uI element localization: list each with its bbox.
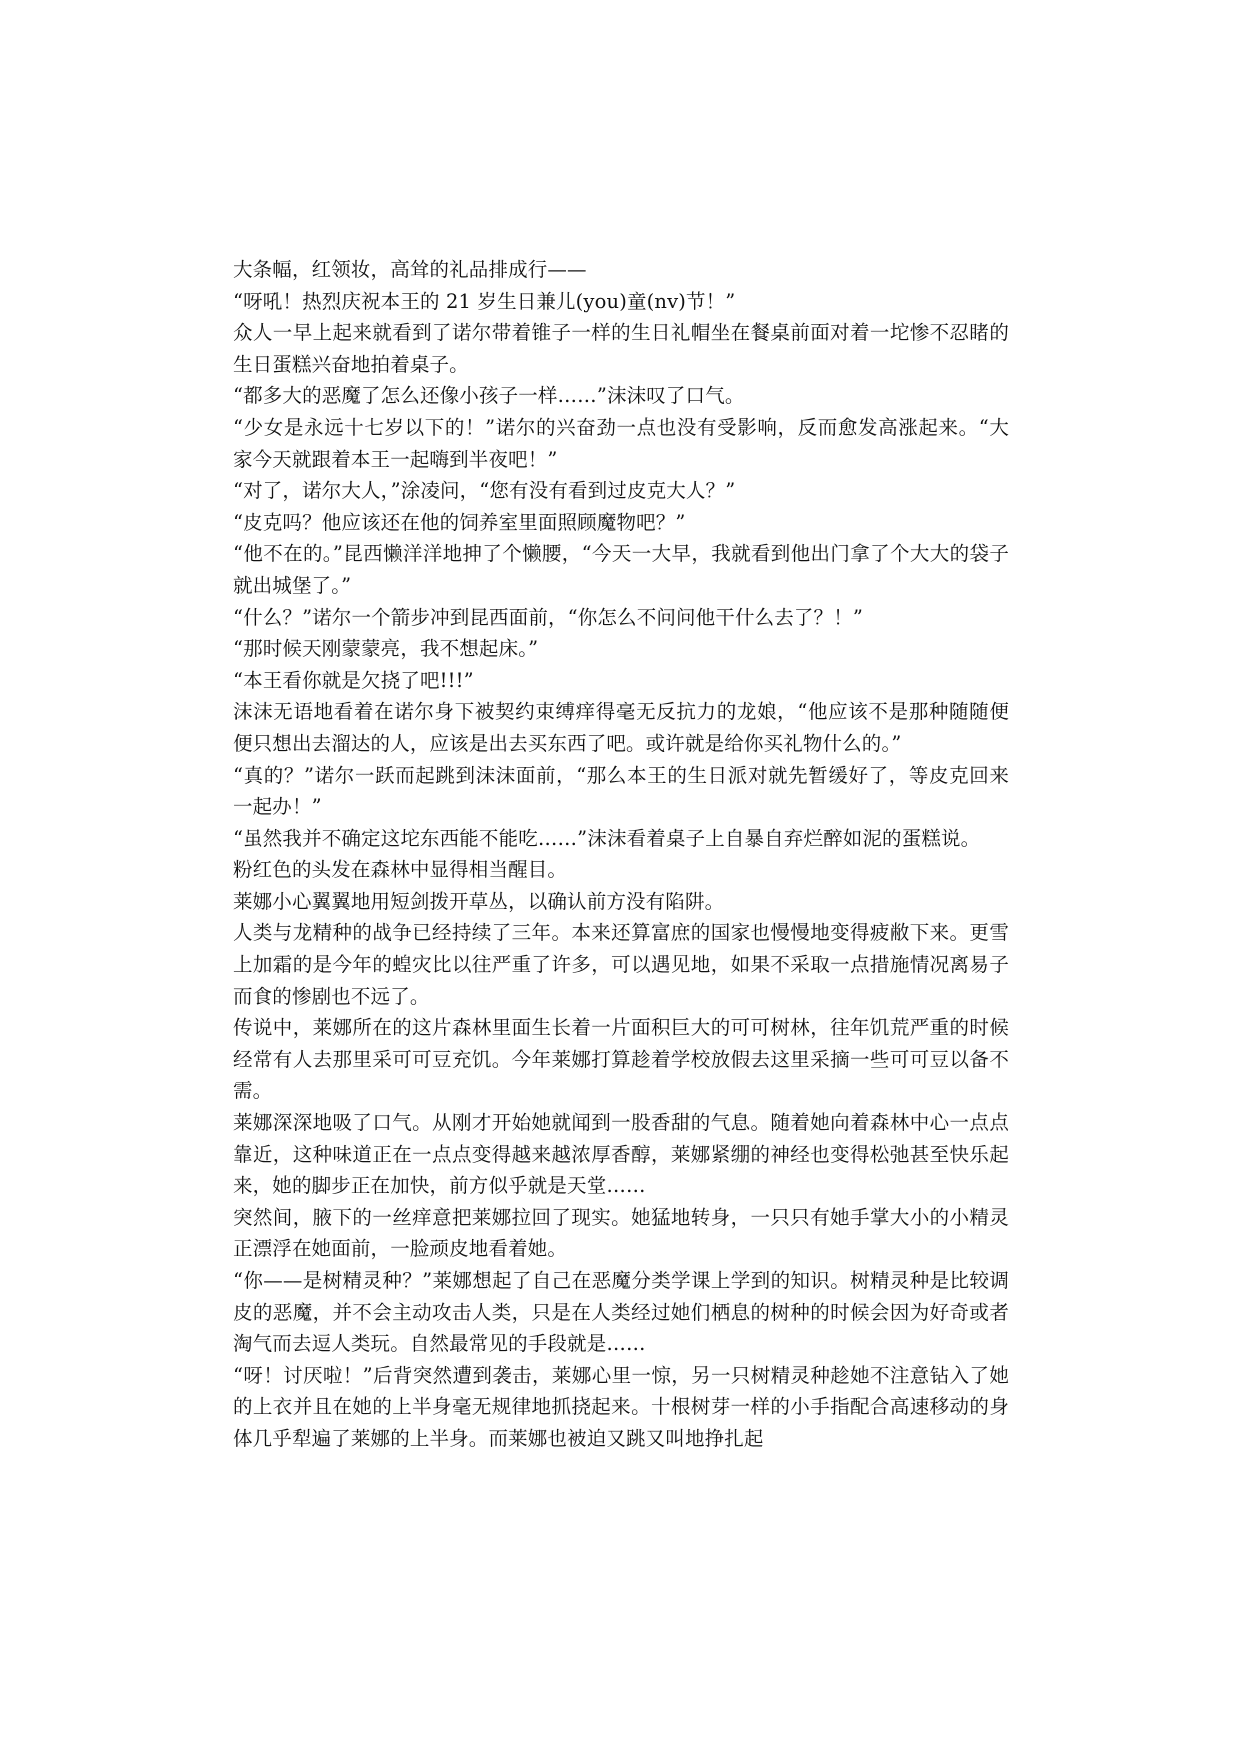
paragraph: “呀！讨厌啦！”后背突然遭到袭击，莱娜心里一惊，另一只树精灵种趁她不注意钻入了她的上衣并且在她的上半身毫无规律地抓挠起来。十根树芽一样的小手指配合高速移动的身体几乎犁遍了莱娜的上半身。而莱娜也被迫又跳又叫地挣扎起 (233, 1363, 1009, 1450)
paragraph: “真的？”诺尔一跃而起跳到沫沫面前，“那么本王的生日派对就先暂缓好了，等皮克回来一起办！” (233, 763, 1009, 819)
paragraph: 众人一早上起来就看到了诺尔带着锥子一样的生日礼帽坐在餐桌前面对着一坨惨不忍睹的生日蛋糕兴奋地拍着桌子。 (233, 321, 1009, 376)
paragraph: “虽然我并不确定这坨东西能不能吃……”沫沫看着桌子上自暴自弃烂醉如泥的蛋糕说。 (233, 826, 981, 850)
paragraph: 粉红色的头发在森林中显得相当醒目。 (233, 858, 568, 882)
paragraph: “你——是树精灵种？”莱娜想起了自己在恶魔分类学课上学到的知识。树精灵种是比较调皮的恶魔，并不会主动攻击人类，只是在人类经过她们栖息的树种的时候会因为好奇或者淘气而去逗人类玩。自然最常见的手段就是…… (233, 1269, 1009, 1356)
paragraph: 传说中，莱娜所在的这片森林里面生长着一片面积巨大的可可树林，往年饥荒严重的时候经常有人去那里采可可豆充饥。今年莱娜打算趁着学校放假去这里采摘一些可可豆以备不需。 (233, 1016, 1009, 1103)
paragraph: “都多大的恶魔了怎么还像小孩子一样……”沫沫叹了口气。 (233, 384, 745, 408)
document-body (233, 254, 1009, 1455)
paragraph: 莱娜深深地吸了口气。从刚才开始她就闻到一股香甜的气息。随着她向着森林中心一点点靠近，这种味道正在一点点变得越来越浓厚香醇，莱娜紧绷的神经也变得松弛甚至快乐起来，她的脚步正在加快，前方似乎就是天堂…… (233, 1111, 1009, 1198)
paragraph: “本王看你就是欠挠了吧!!!” (233, 668, 474, 692)
paragraph: “皮克吗？他应该还在他的饲养室里面照顾魔物吧？” (233, 510, 686, 534)
paragraph: 莱娜小心翼翼地用短剑拨开草丛，以确认前方没有陷阱。 (233, 889, 725, 913)
paragraph: 大条幅，红领妆，高耸的礼品排成行—— (233, 258, 587, 281)
paragraph: “什么？”诺尔一个箭步冲到昆西面前，“你怎么不问问他干什么去了？！” (233, 605, 863, 629)
paragraph: 沫沫无语地看着在诺尔身下被契约束缚痒得毫无反抗力的龙娘，“他应该不是那种随随便便只想出去溜达的人，应该是出去买东西了吧。或许就是给你买礼物什么的。” (233, 700, 1009, 755)
paragraph: 人类与龙精种的战争已经持续了三年。本来还算富庶的国家也慢慢地变得疲敝下来。更雪上加霜的是今年的蝗灾比以往严重了许多，可以遇见地，如果不采取一点措施情况离易子而食的惨剧也不远了。 (233, 921, 1009, 1008)
paragraph: “对了，诺尔大人，”涂凌问，“您有没有看到过皮克大人？” (233, 479, 736, 503)
paragraph: “少女是永远十七岁以下的！”诺尔的兴奋劲一点也没有受影响，反而愈发高涨起来。“大家今天就跟着本王一起嗨到半夜吧！” (233, 415, 1009, 471)
paragraph: “呀吼！热烈庆祝本王的 21 岁生日兼儿(you)童(nv)节！” (233, 289, 736, 313)
paragraph: “他不在的。”昆西懒洋洋地抻了个懒腰，“今天一大早，我就看到他出门拿了个大大的袋子就出城堡了。” (233, 542, 1009, 597)
paragraph: 突然间，腋下的一丝痒意把莱娜拉回了现实。她猛地转身，一只只有她手掌大小的小精灵正漂浮在她面前，一脸顽皮地看着她。 (233, 1205, 1009, 1261)
paragraph: “那时候天刚蒙蒙亮，我不想起床。” (233, 637, 539, 661)
